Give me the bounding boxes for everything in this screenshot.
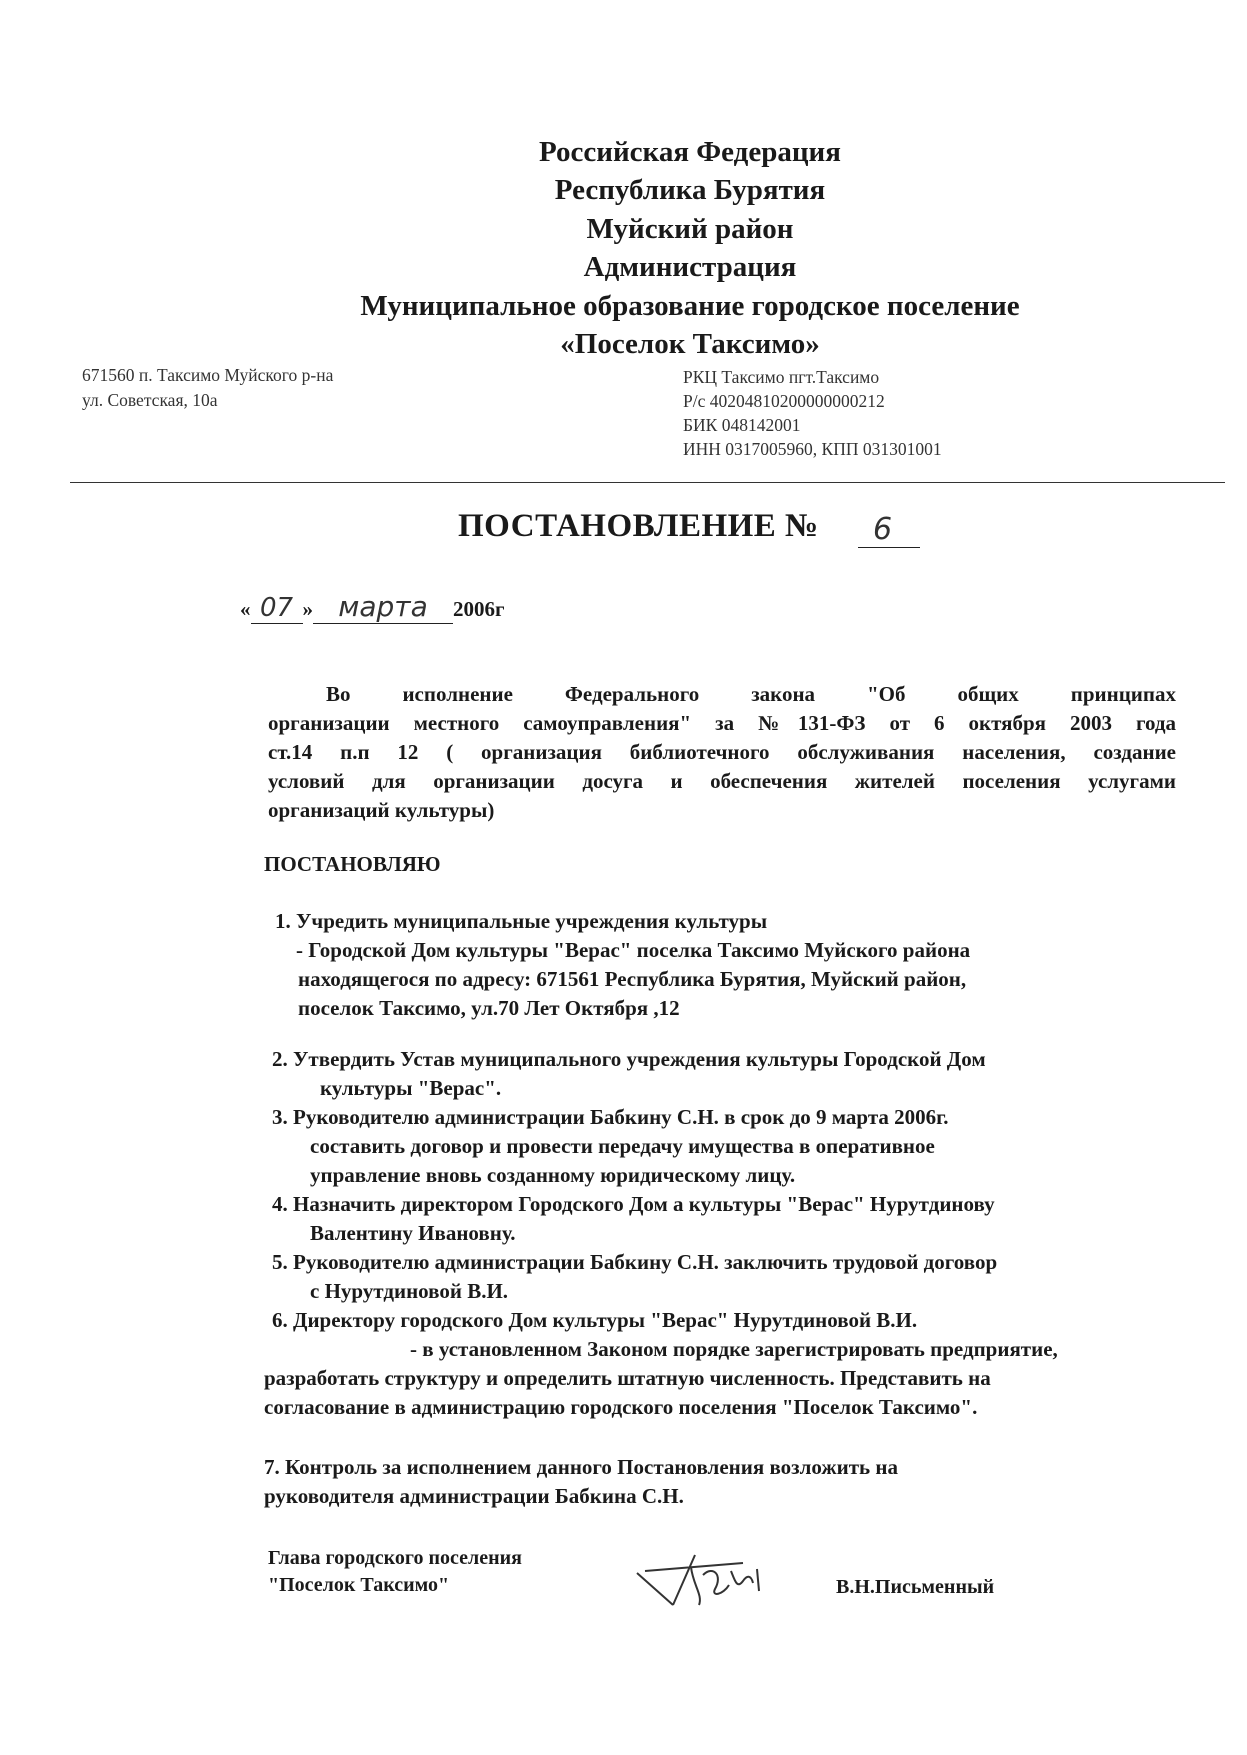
item-5-line: 5. Руководителю администрации Бабкину С.Н. заключить трудовой договор [272,1250,998,1274]
header-line-municipality: Муниципальное образование городское поселение [360,290,1020,322]
date-open-quote: « [240,597,251,621]
item-1-line: находящегося по адресу: 671561 Республика Бурятия, Муйский район, [298,967,967,991]
resolve-heading: ПОСТАНОВЛЯЮ [264,852,441,876]
number-underline [858,547,920,548]
item-1-line: - Городской Дом культуры "Верас" поселка Таксимо Муйского района [296,938,971,962]
item-4-line: 4. Назначить директором Городского Дом а культуры "Верас" Нурутдинову [272,1192,995,1216]
header-line-administration: Администрация [583,251,797,283]
item-5-line: с Нурутдиновой В.И. [310,1279,509,1303]
item-3-line: составить договор и провести передачу имущества в оперативное [310,1134,935,1158]
header-divider [70,482,1225,483]
handwritten-signature [633,1545,803,1615]
document-title: ПОСТАНОВЛЕНИЕ № [458,508,819,544]
date-year: 2006г [453,597,505,621]
bank-details-line: РКЦ Таксимо пгт.Таксимо [683,367,880,387]
item-3-line: управление вновь созданному юридическому лицу. [310,1163,796,1187]
preamble-line: организаций культуры) [268,798,495,822]
preamble-line: организации местного самоуправления" за №131-ФЗ от 6 октября 2003 года [268,711,1176,735]
preamble-line: ст.14 п.п 12 ( организация библиотечного обслуживания населения, создание [268,740,1176,764]
preamble-line: условий для организации досуга и обеспечения жителей поселения услугами [268,769,1176,793]
preamble-line: Во исполнение Федерального закона "Об общих принципах [326,682,1176,706]
item-7-line: руководителя администрации Бабкина С.Н. [264,1484,684,1508]
date-day-handwritten: 07 [251,593,303,624]
header-line-settlement: «Поселок Таксимо» [560,328,820,360]
item-2-line: 2. Утвердить Устав муниципального учреждения культуры Городской Дом [272,1047,986,1071]
preamble-paragraph [268,680,1176,825]
header-line-country: Российская Федерация [539,136,841,168]
item-2-line: культуры "Верас". [320,1076,502,1100]
item-4-line: Валентину Ивановну. [310,1221,516,1245]
document-number-handwritten: 6 [873,512,893,547]
date-close-quote: » [302,597,313,621]
address-left-line: ул. Советская, 10а [82,390,218,410]
signatory-title-line: "Поселок Таксимо" [268,1574,450,1596]
bank-details-line: Р/с 40204810200000000212 [683,391,885,411]
item-6-line: согласование в администрацию городского поселения "Поселок Таксимо". [264,1395,978,1419]
item-3-line: 3. Руководителю администрации Бабкину С.Н. в срок до 9 марта 2006г. [272,1105,949,1129]
item-7-line: 7. Контроль за исполнением данного Постановления возложить на [264,1455,898,1479]
item-6-line: разработать структуру и определить штатную численность. Представить на [264,1366,991,1390]
signatory-name: В.Н.Письменный [836,1576,995,1598]
bank-details-line: БИК 048142001 [683,415,801,435]
item-1-line: 1. Учредить муниципальные учреждения культуры [275,909,768,933]
item-6-line: 6. Директору городского Дом культуры "Верас" Нурутдиновой В.И. [272,1308,918,1332]
signatory-title-line: Глава городского поселения [268,1547,522,1569]
document-date [240,590,505,624]
date-month-handwritten: марта [313,590,453,624]
item-6-line: - в установленном Законом порядке зарегистрировать предприятие, [410,1337,1058,1361]
address-left-line: 671560 п. Таксимо Муйского р-на [82,365,334,385]
header-line-republic: Республика Бурятия [554,174,826,206]
bank-details-line: ИНН 0317005960, КПП 031301001 [683,439,942,459]
header-line-district: Муйский район [586,213,794,245]
item-1-line: поселок Таксимо, ул.70 Лет Октября ,12 [298,996,680,1020]
